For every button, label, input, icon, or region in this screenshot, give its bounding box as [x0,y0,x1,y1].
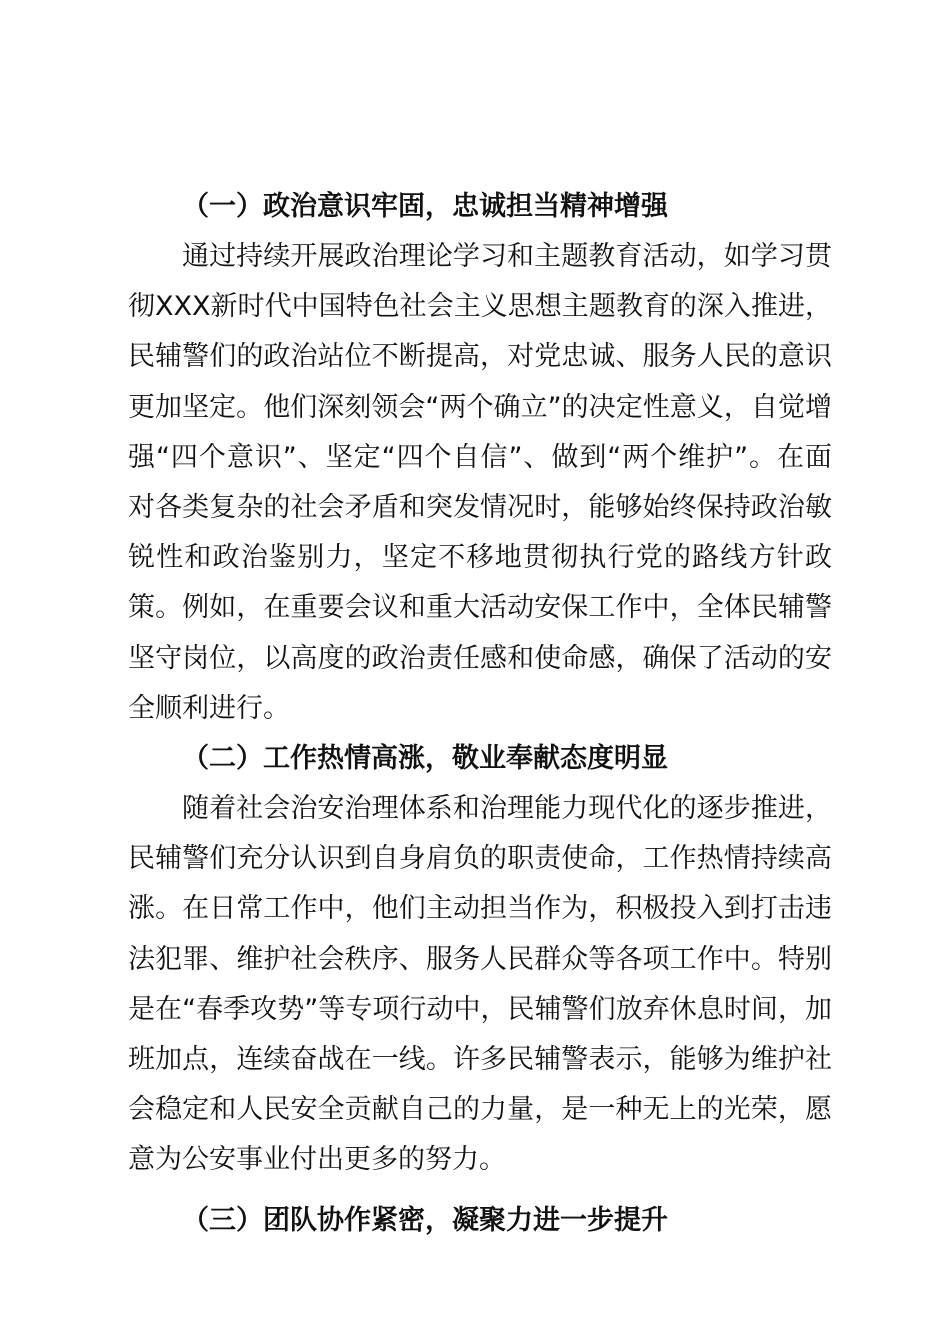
document-body [128,182,832,1246]
section-2-heading: （二）工作热情高涨，敬业奉献态度明显 [182,743,668,775]
section-3-heading: （三）团队协作紧密，凝聚力进一步提升 [182,1204,668,1236]
section-1-paragraph: 通过持续开展政治理论学习和主题教育活动，如学习贯彻XXX新时代中国特色社会主义思想主题教育的深入推进，民辅警们的政治站位不断提高，对党忠诚、服务人民的意识更加坚定。他们深刻领会“两个确立”的决定性意义，自觉增强“四个意识”、坚定“四个自信”、做到“两个维护”。在面对各类复杂的社会矛盾和突发情况时，能够始终保持政治敏锐性和政治鉴别力，坚定不移地贯彻执行党的路线方针政策。例如，在重要会议和重大活动安保工作中，全体民辅警坚守岗位，以高度的政治责任感和使命感，确保了活动的安全顺利进行。 [128,241,832,724]
section-1-heading: （一）政治意识牢固，忠诚担当精神增强 [182,191,668,222]
section-2-paragraph: 随着社会治安治理体系和治理能力现代化的逐步推进，民辅警们充分认识到自身肩负的职责使命，工作热情持续高涨。在日常工作中，他们主动担当作为，积极投入到打击违法犯罪、维护社会秩序、服务人民群众等各项工作中。特别是在“春季攻势”等专项行动中，民辅警们放弃休息时间，加班加点，连续奋战在一线。许多民辅警表示，能够为维护社会稳定和人民安全贡献自己的力量，是一种无上的光荣，愿意为公安事业付出更多的努力。 [128,793,832,1176]
